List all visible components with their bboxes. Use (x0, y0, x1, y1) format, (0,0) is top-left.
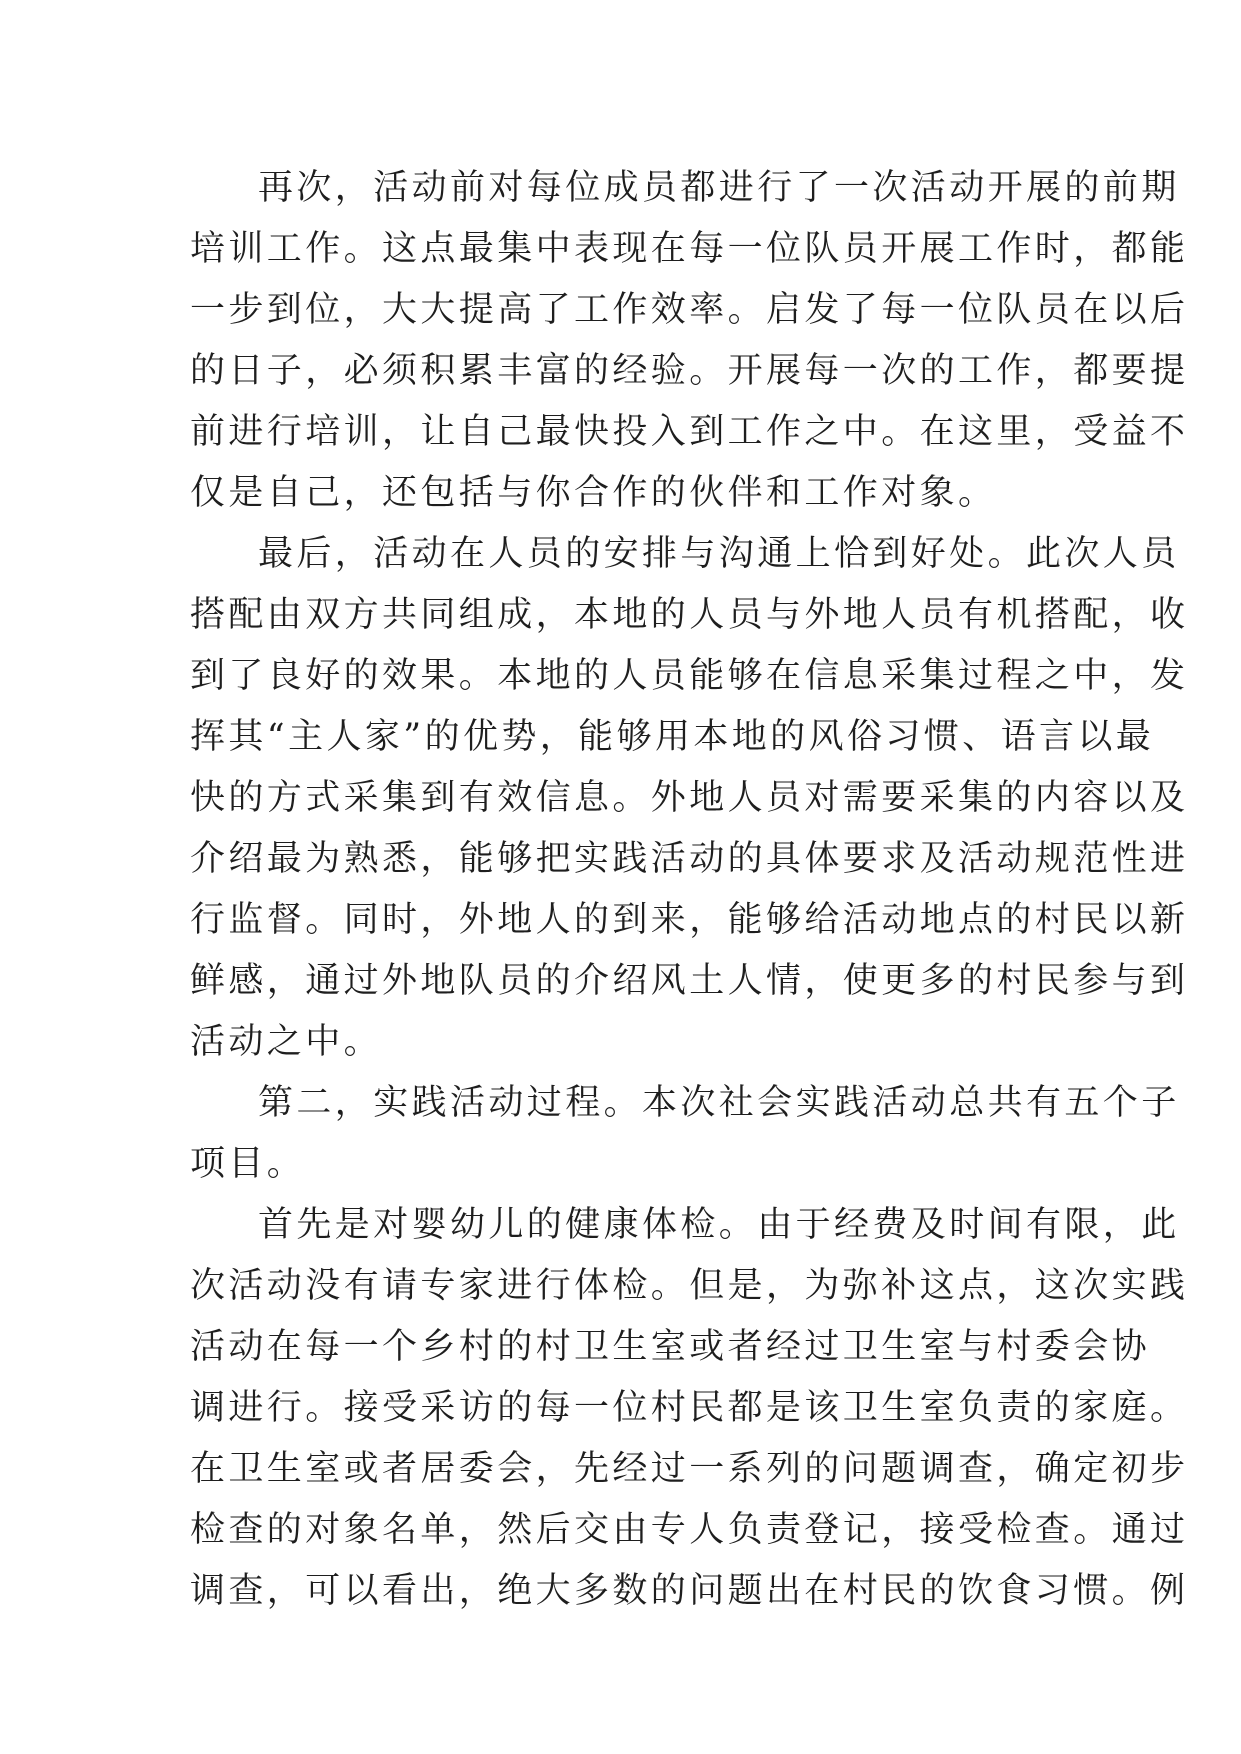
text-line: 仅是自己，还包括与你合作的伙伴和工作对象。 (190, 473, 997, 513)
text-line: 的日子，必须积累丰富的经验。开展每一次的工作，都要提 (190, 351, 1189, 391)
text-line: 活动在每一个乡村的村卫生室或者经过卫生室与村委会协 (190, 1327, 1151, 1367)
text-line: 行监督。同时，外地人的到来，能够给活动地点的村民以新 (190, 900, 1189, 940)
text-line: 一步到位，大大提高了工作效率。启发了每一位队员在以后 (190, 290, 1189, 330)
text-line: 培训工作。这点最集中表现在每一位队员开展工作时，都能 (190, 229, 1189, 269)
text-line: 快的方式采集到有效信息。外地人员对需要采集的内容以及 (190, 778, 1189, 818)
text-line: 次活动没有请专家进行体检。但是，为弥补这点，这次实践 (190, 1266, 1189, 1306)
text-line: 调进行。接受采访的每一位村民都是该卫生室负责的家庭。 (190, 1388, 1189, 1428)
text-line: 活动之中。 (190, 1022, 383, 1062)
text-line: 检查的对象名单，然后交由专人负责登记，接受检查。通过 (190, 1510, 1189, 1550)
text-line: 首先是对婴幼儿的健康体检。由于经费及时间有限，此 (258, 1205, 1180, 1245)
text-line: 介绍最为熟悉，能够把实践活动的具体要求及活动规范性进 (190, 839, 1189, 879)
text-line: 前进行培训，让自己最快投入到工作之中。在这里，受益不 (190, 412, 1189, 452)
text-line: 最后，活动在人员的安排与沟通上恰到好处。此次人员 (258, 534, 1180, 574)
text-line: 第二，实践活动过程。本次社会实践活动总共有五个子 (258, 1083, 1180, 1123)
text-line: 挥其“主人家”的优势，能够用本地的风俗习惯、语言以最 (190, 717, 1155, 757)
text-line: 到了良好的效果。本地的人员能够在信息采集过程之中，发 (190, 656, 1189, 696)
text-line: 在卫生室或者居委会，先经过一系列的问题调查，确定初步 (190, 1449, 1189, 1489)
text-line: 项目。 (190, 1144, 306, 1184)
text-line: 鲜感，通过外地队员的介绍风土人情，使更多的村民参与到 (190, 961, 1189, 1001)
text-line: 再次，活动前对每位成员都进行了一次活动开展的前期 (258, 168, 1180, 208)
text-line: 搭配由双方共同组成，本地的人员与外地人员有机搭配，收 (190, 595, 1189, 635)
text-line: 调查，可以看出，绝大多数的问题出在村民的饮食习惯。例 (190, 1571, 1189, 1611)
